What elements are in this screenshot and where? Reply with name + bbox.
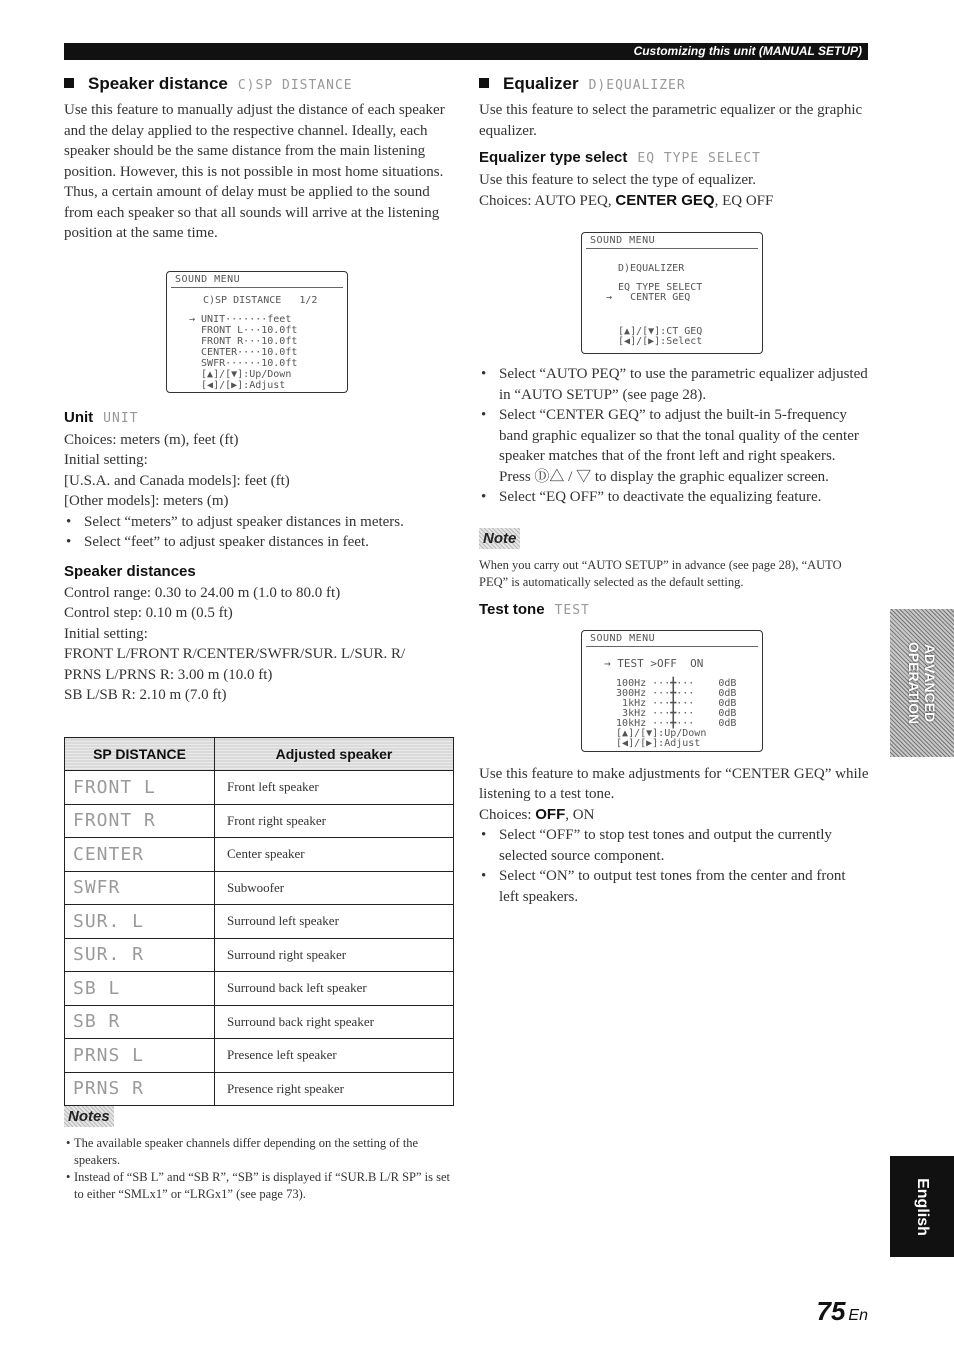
table-cell-code: SWFR	[65, 871, 215, 905]
table-header-row	[65, 738, 454, 771]
screen-title: SOUND MENU	[175, 273, 241, 285]
page-language-suffix: En	[848, 1307, 868, 1324]
screen-divider	[586, 248, 758, 249]
test-tone-heading	[479, 599, 869, 622]
notes-label: Notes	[64, 1106, 114, 1127]
advanced-operation-tab	[890, 609, 954, 757]
test-tone-choices	[479, 805, 869, 826]
lcd-label: C)SP DISTANCE	[237, 78, 353, 93]
unit-line: Choices: meters (m), feet (ft)	[64, 431, 239, 448]
table-cell-desc: Front left speaker	[215, 771, 454, 805]
note-label: Note	[479, 528, 520, 549]
unit-line: [Other models]: meters (m)	[64, 493, 229, 509]
square-bullet-icon	[64, 78, 74, 88]
notes-list	[64, 1135, 454, 1203]
lcd-label: D)EQUALIZER	[588, 78, 686, 93]
test-tone-screen	[581, 630, 763, 752]
speaker-distance-intro: Use this feature to manually adjust the distance of each speaker and the delay applied to the respective channel. Ideally, each speaker should be the same distance from the main listening position. However, this is not possible in most home situations. Thus, a certain amount of delay must be applied to the sound from each speaker so that all sounds will arrive at the listening position at the same time.	[64, 102, 445, 241]
unit-line: [U.S.A. and Canada models]: feet (ft)	[64, 472, 290, 489]
bullet-item: • Select “CENTER GEQ” to adjust the built-in 5-frequency band graphic equalizer so that the tonal quality of the center speaker matches that of the front left and right speakers. Press Ⓓ△ / ▽ to display the graphic equalizer screen.	[479, 405, 869, 487]
table-cell-code: SB L	[65, 972, 215, 1006]
screen-line: [◀]/[▶]:Select	[606, 336, 703, 347]
right-column	[479, 72, 869, 907]
test-tone-desc: Use this feature to make adjustments for “CENTER GEQ” while listening to a test tone.	[479, 765, 869, 802]
choices-text: , EQ OFF	[714, 192, 774, 209]
eq-type-desc: Use this feature to select the type of equalizer.	[479, 172, 756, 188]
page-number-value: 75	[816, 1296, 846, 1326]
table-cell-code: FRONT L	[65, 771, 215, 805]
note-section	[479, 528, 869, 591]
english-tab	[890, 1156, 954, 1257]
table-cell-desc: Surround left speaker	[215, 905, 454, 939]
speaker-distances-heading: Speaker distances	[64, 562, 196, 580]
note-text: When you carry out “AUTO SETUP” in advance (see page 28), “AUTO PEQ” is automatically selected as the default setting.	[479, 557, 842, 589]
heading-text: Equalizer	[503, 74, 579, 93]
speaker-table	[64, 737, 454, 1106]
speaker-distance-heading	[64, 72, 454, 98]
bullet-item: • Select “OFF” to stop test tones and output the currently selected source component.	[479, 825, 869, 866]
test-tone-bullets	[479, 825, 869, 907]
heading-text: Test tone	[479, 600, 545, 618]
lcd-label: TEST	[554, 602, 590, 618]
unit-bullets	[64, 512, 454, 553]
screen-line: CENTER····10.0ft	[189, 346, 298, 358]
screen-title: SOUND MENU	[590, 632, 656, 644]
table-header-sp-distance: SP DISTANCE	[65, 738, 215, 771]
table-row	[65, 905, 454, 939]
screen-line: 300Hz ···╋··· 0dB	[604, 687, 737, 699]
equalizer-intro: Use this feature to select the parametric equalizer or the graphic equalizer.	[479, 102, 863, 139]
table-row	[65, 771, 454, 805]
lcd-label: EQ TYPE SELECT	[637, 151, 761, 166]
distances-line: FRONT L/FRONT R/CENTER/SWFR/SUR. L/SUR. R/	[64, 646, 406, 662]
speaker-distance-screen	[166, 271, 348, 393]
screen-line: [◀]/[▶]:Adjust	[189, 379, 286, 391]
tab-label: English	[914, 1177, 931, 1236]
note-item: • The available speaker channels differ depending on the setting of the speakers.	[64, 1135, 454, 1169]
distances-line: SB L/SB R: 2.10 m (7.0 ft)	[64, 687, 227, 703]
section-title: Customizing this unit (MANUAL SETUP)	[633, 44, 862, 58]
note-item: • Instead of “SB L” and “SB R”, “SB” is displayed if “SUR.B L/R SP” is set to either “SMLx1” or “LRGx1” (see page 73).	[64, 1169, 454, 1203]
distances-line: Initial setting:	[64, 625, 148, 642]
table-cell-code: SB R	[65, 1005, 215, 1039]
screen-line: C)SP DISTANCE 1/2	[203, 294, 318, 306]
table-row	[65, 838, 454, 872]
screen-line: → UNIT·······feet	[189, 313, 292, 325]
screen-line: [◀]/[▶]:Adjust	[604, 737, 701, 749]
eq-bullets	[479, 364, 869, 508]
choices-text: , ON	[565, 806, 595, 823]
table-row	[65, 972, 454, 1006]
screen-line: 3kHz ···╋··· 0dB	[604, 707, 737, 719]
screen-line: D)EQUALIZER	[618, 263, 685, 274]
table-row	[65, 871, 454, 905]
lcd-label: UNIT	[103, 410, 139, 426]
table-row	[65, 1072, 454, 1106]
page-number	[817, 1296, 869, 1327]
table-cell-code: PRNS L	[65, 1039, 215, 1073]
eq-type-choices	[479, 191, 869, 212]
table-cell-desc: Presence left speaker	[215, 1039, 454, 1073]
table-cell-desc: Surround back right speaker	[215, 1005, 454, 1039]
screen-line: FRONT L···10.0ft	[189, 324, 298, 336]
table-cell-code: PRNS R	[65, 1072, 215, 1106]
table-header-adjusted-speaker: Adjusted speaker	[215, 738, 454, 771]
distances-line: Control step: 0.10 m (0.5 ft)	[64, 605, 233, 621]
table-cell-desc: Center speaker	[215, 838, 454, 872]
table-row	[65, 938, 454, 972]
table-row	[65, 804, 454, 838]
bullet-item: • Select “feet” to adjust speaker distances in feet.	[64, 532, 454, 553]
table-cell-desc: Surround right speaker	[215, 938, 454, 972]
bullet-item: • Select “ON” to output test tones from the center and front left speakers.	[479, 866, 869, 907]
bullet-item: • Select “EQ OFF” to deactivate the equalizing feature.	[479, 487, 869, 508]
screen-line: → CENTER GEQ	[606, 292, 691, 303]
screen-line: → TEST >OFF ON	[604, 656, 704, 670]
screen-line: 1kHz ···╋··· 0dB	[604, 697, 737, 709]
table-cell-desc: Surround back left speaker	[215, 972, 454, 1006]
screen-line: [▲]/[▼]:Up/Down	[604, 727, 707, 739]
bullet-item: • Select “AUTO PEQ” to use the parametric equalizer adjusted in “AUTO SETUP” (see page 28).	[479, 364, 869, 405]
table-row	[65, 1039, 454, 1073]
table-cell-code: CENTER	[65, 838, 215, 872]
tab-label: ADVANCED OPERATION	[906, 641, 938, 725]
eq-type-heading	[479, 147, 869, 170]
screen-title: SOUND MENU	[590, 235, 656, 246]
choices-text: Choices:	[479, 806, 536, 823]
notes-section	[64, 1106, 454, 1203]
heading-text: Speaker distance	[88, 74, 228, 93]
screen-line: SWFR······10.0ft	[189, 357, 298, 369]
screen-line: 10kHz ···╋··· 0dB	[604, 717, 737, 729]
table-cell-desc: Subwoofer	[215, 871, 454, 905]
equalizer-screen	[581, 232, 763, 354]
square-bullet-icon	[479, 78, 489, 88]
screen-line: [▲]/[▼]:CT GEQ	[606, 326, 703, 337]
default-choice: OFF	[535, 805, 566, 823]
unit-line: Initial setting:	[64, 452, 148, 468]
left-column	[64, 72, 454, 706]
screen-line: 100Hz ···╋··· 0dB	[604, 677, 737, 689]
equalizer-heading	[479, 72, 869, 98]
unit-heading	[64, 407, 454, 430]
section-header-bar	[64, 43, 868, 60]
screen-line: [▲]/[▼]:Up/Down	[189, 368, 292, 380]
distances-line: PRNS L/PRNS R: 3.00 m (10.0 ft)	[64, 666, 273, 683]
distances-line: Control range: 0.30 to 24.00 m (1.0 to 80.0 ft)	[64, 584, 341, 601]
table-cell-code: SUR. R	[65, 938, 215, 972]
screen-line: EQ TYPE SELECT	[606, 282, 703, 293]
heading-text: Equalizer type select	[479, 149, 628, 166]
table-cell-code: FRONT R	[65, 804, 215, 838]
default-choice: CENTER GEQ	[615, 191, 715, 209]
choices-text: Choices: AUTO PEQ,	[479, 192, 616, 209]
table-cell-code: SUR. L	[65, 905, 215, 939]
table-row	[65, 1005, 454, 1039]
table-cell-desc: Front right speaker	[215, 804, 454, 838]
table-cell-desc: Presence right speaker	[215, 1072, 454, 1106]
heading-text: Unit	[64, 408, 94, 426]
screen-divider	[586, 646, 758, 647]
bullet-item: • Select “meters” to adjust speaker distances in meters.	[64, 512, 454, 533]
screen-line: FRONT R···10.0ft	[189, 335, 298, 347]
screen-divider	[171, 287, 343, 288]
